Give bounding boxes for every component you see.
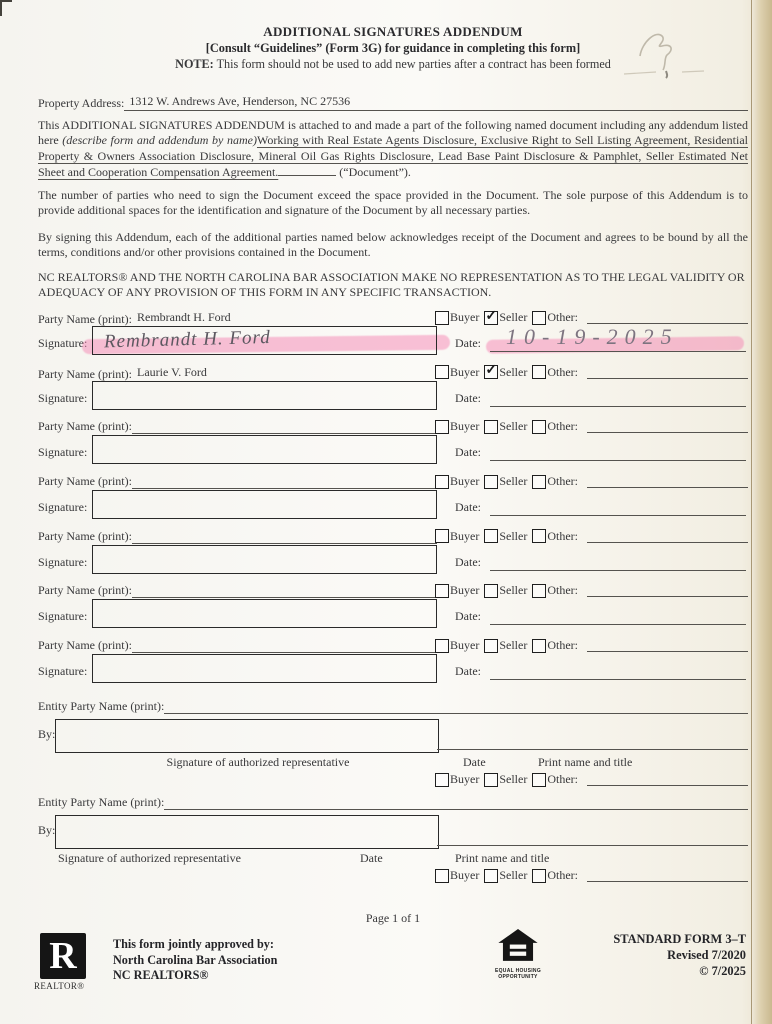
- signature-handwriting: Rembrandt H. Ford: [103, 326, 271, 353]
- seller-checkbox[interactable]: [484, 311, 498, 325]
- party-row: [38, 307, 748, 362]
- role-checkbox-group: [435, 310, 748, 325]
- date-label: Date:: [455, 336, 481, 350]
- approved-line-1: This form jointly approved by:: [113, 937, 274, 951]
- date-handwriting: 10-19-2025: [506, 324, 679, 349]
- party-name-field[interactable]: Laurie V. Ford: [132, 365, 437, 382]
- buyer-label: Buyer: [450, 868, 480, 882]
- party-name-line: [38, 529, 437, 544]
- party-row: [38, 416, 748, 471]
- date-label: Date:: [455, 609, 481, 624]
- other-field[interactable]: [587, 639, 748, 652]
- other-field[interactable]: [587, 420, 748, 433]
- signature-label: Signature:: [38, 390, 88, 405]
- party-name-line: [38, 474, 437, 489]
- buyer-checkbox[interactable]: [435, 584, 449, 598]
- signature-label: Signature:: [38, 445, 88, 460]
- signature-label: Signature:: [38, 554, 88, 569]
- other-label: Other:: [547, 364, 578, 379]
- standard-form-number: STANDARD FORM 3–T: [613, 932, 746, 946]
- fill-line: [278, 164, 336, 176]
- buyer-checkbox[interactable]: [435, 869, 449, 883]
- form-title: ADDITIONAL SIGNATURES ADDENDUM: [263, 24, 523, 39]
- copyright-date: © 7/2025: [699, 964, 746, 978]
- buyer-checkbox[interactable]: [435, 420, 449, 434]
- signature-box[interactable]: [92, 599, 437, 628]
- buyer-label: Buyer: [450, 772, 480, 786]
- paper-edge-shadow: [751, 0, 772, 1024]
- buyer-checkbox[interactable]: [435, 529, 449, 543]
- other-checkbox[interactable]: [532, 311, 546, 325]
- party-name-field[interactable]: [132, 542, 437, 544]
- date-field[interactable]: [490, 351, 746, 352]
- other-checkbox[interactable]: [532, 869, 546, 883]
- date-field[interactable]: [490, 570, 746, 571]
- date-label: Date:: [455, 554, 481, 569]
- signature-label: Signature:: [38, 500, 88, 515]
- buyer-label: Buyer: [450, 474, 480, 489]
- date-field[interactable]: [490, 679, 746, 680]
- scan-edge-mark: [0, 0, 2, 16]
- equal-housing-logo: [488, 929, 548, 980]
- date-field[interactable]: [490, 624, 746, 625]
- entity-signature-box[interactable]: [55, 815, 439, 849]
- party-name-field[interactable]: [132, 651, 437, 653]
- property-address-label: Property Address:: [38, 96, 125, 110]
- seller-label: Seller: [499, 474, 528, 489]
- entity-party-block-1: [38, 699, 748, 795]
- buyer-checkbox[interactable]: [435, 773, 449, 787]
- party-name-line: [38, 419, 437, 434]
- p1-intro: This ADDITIONAL SIGNATURES ADDENDUM is attached to and made a part of the following named document including any addendum listed here: [38, 118, 748, 148]
- buyer-checkbox[interactable]: [435, 639, 449, 653]
- seller-checkbox[interactable]: [484, 773, 498, 787]
- date-label: Date:: [455, 500, 481, 515]
- seller-label: Seller: [499, 310, 528, 324]
- signature-box[interactable]: [92, 654, 437, 683]
- buyer-label: Buyer: [450, 528, 480, 543]
- seller-checkbox[interactable]: [484, 639, 498, 653]
- seller-label: Seller: [499, 772, 528, 786]
- other-label: Other:: [547, 528, 578, 543]
- signature-label: Signature:: [38, 609, 88, 624]
- pencil-scribble-mark: [612, 22, 732, 92]
- other-label: Other:: [547, 638, 578, 653]
- paragraph-document-description: [38, 118, 748, 180]
- seller-checkbox[interactable]: [484, 420, 498, 434]
- other-field[interactable]: [587, 869, 748, 882]
- date-label: Date:: [455, 664, 481, 679]
- role-checkbox-group: [435, 474, 748, 489]
- other-checkbox[interactable]: [532, 773, 546, 787]
- party-name-label: Party Name (print):: [38, 583, 132, 598]
- by-label: By:: [38, 823, 56, 837]
- party-name-field[interactable]: [132, 432, 437, 434]
- party-name-field[interactable]: [132, 596, 437, 598]
- other-field[interactable]: [587, 773, 748, 786]
- role-checkbox-group: [435, 583, 748, 598]
- party-row: [38, 362, 748, 417]
- party-name-field[interactable]: Rembrandt H. Ford: [132, 310, 437, 327]
- paragraph-purpose: The number of parties who need to sign the Document exceed the space provided in the Document. The sole purpose of this Addendum is to provide additional spaces for the identification and signature of the Document by all necessary parties.: [38, 188, 748, 218]
- equal-housing-label: EQUAL HOUSING OPPORTUNITY: [494, 968, 542, 980]
- role-checkbox-group: [435, 529, 748, 544]
- other-checkbox[interactable]: [532, 584, 546, 598]
- sig-auth-rep-label: Signature of authorized representative: [58, 851, 241, 865]
- by-label: By:: [38, 727, 56, 741]
- buyer-label: Buyer: [450, 364, 480, 379]
- approved-line-2: North Carolina Bar Association: [113, 952, 278, 967]
- signature-box[interactable]: [92, 545, 437, 574]
- party-row: [38, 635, 748, 690]
- buyer-checkbox[interactable]: [435, 475, 449, 489]
- party-name-label: Party Name (print):: [38, 474, 132, 489]
- date-label: Date:: [455, 390, 481, 405]
- seller-label: Seller: [499, 638, 528, 653]
- buyer-label: Buyer: [450, 638, 480, 653]
- buyer-checkbox[interactable]: [435, 311, 449, 325]
- property-address-field[interactable]: 1312 W. Andrews Ave, Henderson, NC 27536: [124, 94, 748, 111]
- note-text: This form should not be used to add new parties after a contract has been formed: [213, 57, 611, 71]
- other-label: Other:: [547, 419, 578, 434]
- revised-date: Revised 7/2020: [667, 948, 746, 962]
- entity-party-block-2: [38, 795, 748, 891]
- p1-italic: (describe form and addendum by name): [62, 133, 257, 148]
- other-checkbox[interactable]: [532, 639, 546, 653]
- other-checkbox[interactable]: [532, 420, 546, 434]
- seller-checkbox[interactable]: [484, 475, 498, 489]
- other-label: Other:: [547, 310, 578, 324]
- role-checkbox-group: [435, 868, 748, 883]
- party-name-label: Party Name (print):: [38, 419, 132, 434]
- seller-label: Seller: [499, 419, 528, 434]
- date-label: Date:: [455, 445, 481, 460]
- entity-signature-box[interactable]: [55, 719, 439, 753]
- party-name-label: Party Name (print):: [38, 312, 132, 326]
- seller-label: Seller: [499, 364, 528, 379]
- entity-line[interactable]: [437, 749, 748, 750]
- other-label: Other:: [547, 868, 578, 882]
- print-name-title-label: Print name and title: [538, 755, 633, 769]
- seller-label: Seller: [499, 528, 528, 543]
- form-subtitle: [Consult “Guidelines” (Form 3G) for guidance in completing this form]: [205, 41, 581, 55]
- other-checkbox[interactable]: [532, 475, 546, 489]
- party-name-line: [38, 365, 437, 382]
- other-field[interactable]: [587, 311, 748, 324]
- approval-credits: [113, 937, 277, 984]
- paragraph-acknowledgement: By signing this Addendum, each of the additional parties named below acknowledges receipt of the Document and agrees to be bound by all the terms, conditions and/or other provisions contained in the Document.: [38, 230, 748, 260]
- date-field[interactable]: [490, 406, 746, 407]
- date-field[interactable]: [490, 460, 746, 461]
- buyer-label: Buyer: [450, 310, 480, 324]
- seller-checkbox[interactable]: [484, 365, 498, 379]
- seller-label: Seller: [499, 868, 528, 882]
- sig-auth-rep-label: Signature of authorized representative: [166, 755, 350, 769]
- party-row: [38, 526, 748, 581]
- signature-label: Signature:: [38, 664, 88, 679]
- other-field[interactable]: [587, 584, 748, 597]
- party-name-label: Party Name (print):: [38, 638, 132, 653]
- buyer-label: Buyer: [450, 419, 480, 434]
- entity-party-name-field[interactable]: [164, 712, 748, 714]
- signature-box[interactable]: [92, 490, 437, 519]
- party-name-line: [38, 583, 437, 598]
- realtor-logo-label: REALTOR®: [34, 981, 85, 991]
- party-row: [38, 471, 748, 526]
- role-checkbox-group: [435, 772, 748, 787]
- other-label: Other:: [547, 474, 578, 489]
- buyer-label: Buyer: [450, 583, 480, 598]
- document-list-field[interactable]: Working with Real Estate Agents Disclosure, Exclusive Right to Sell Listing Agreement, Residential Property & Owners Association Disclosure, Mineral Oil Gas Rights Disclosure, Lead Base Paint Disclosure & Pamphlet, Seller Estimated Net Sheet and Cooperation Compensation Agreement.: [38, 133, 748, 179]
- date-column-label: Date: [463, 755, 486, 769]
- role-checkbox-group: [435, 365, 748, 380]
- other-field[interactable]: [587, 366, 748, 379]
- party-name-label: Party Name (print):: [38, 528, 132, 543]
- entity-line[interactable]: [437, 845, 748, 846]
- form-version-info: [613, 931, 746, 979]
- seller-label: Seller: [499, 583, 528, 598]
- entity-party-name-field[interactable]: [164, 808, 748, 810]
- other-checkbox[interactable]: [532, 365, 546, 379]
- party-name-field[interactable]: [132, 487, 437, 489]
- party-name-label: Party Name (print):: [38, 366, 132, 381]
- signature-box[interactable]: [92, 381, 437, 410]
- paragraph-disclaimer: NC REALTORS® AND THE NORTH CAROLINA BAR ASSOCIATION MAKE NO REPRESENTATION AS TO THE LEGAL VALIDITY OR ADEQUACY OF ANY PROVISION OF THIS FORM IN ANY SPECIFIC TRANSACTION.: [38, 270, 745, 300]
- role-checkbox-group: [435, 419, 748, 434]
- seller-checkbox[interactable]: [484, 584, 498, 598]
- signature-box[interactable]: [92, 435, 437, 464]
- date-field[interactable]: [490, 515, 746, 516]
- realtor-logo: [40, 933, 86, 979]
- seller-checkbox[interactable]: [484, 869, 498, 883]
- seller-checkbox[interactable]: [484, 529, 498, 543]
- approved-line-3: NC REALTORS®: [113, 968, 209, 982]
- role-checkbox-group: [435, 638, 748, 653]
- equal-housing-house-icon: [498, 929, 538, 965]
- buyer-checkbox[interactable]: [435, 365, 449, 379]
- scan-edge-mark: [0, 0, 12, 2]
- other-field[interactable]: [587, 530, 748, 543]
- note-label: NOTE:: [175, 57, 214, 71]
- entity-party-name-label: Entity Party Name (print):: [38, 699, 165, 713]
- party-name-line: [38, 638, 437, 653]
- other-label: Other:: [547, 772, 578, 786]
- other-label: Other:: [547, 583, 578, 598]
- date-column-label: Date: [360, 851, 383, 865]
- print-name-title-label: Print name and title: [455, 851, 550, 865]
- page-number: Page 1 of 1: [365, 911, 421, 925]
- entity-party-name-label: Entity Party Name (print):: [38, 795, 165, 809]
- other-checkbox[interactable]: [532, 529, 546, 543]
- property-address-row: [38, 94, 748, 111]
- party-row: [38, 580, 748, 635]
- realtor-logo-r: R: [49, 935, 77, 977]
- signature-label: Signature:: [38, 336, 88, 350]
- other-field[interactable]: [587, 475, 748, 488]
- p1-suffix: (“Document”).: [339, 164, 411, 179]
- party-signature-rows: [38, 307, 748, 690]
